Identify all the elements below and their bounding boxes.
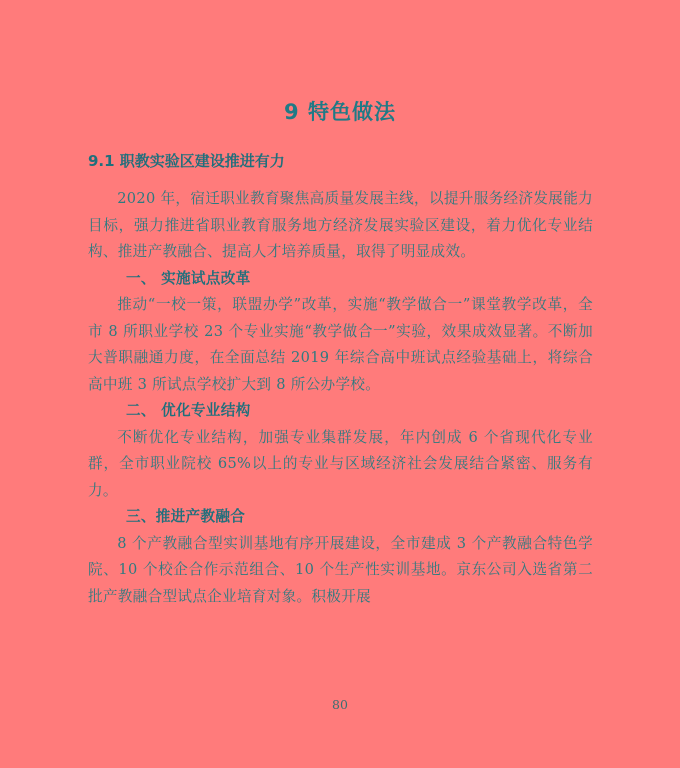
body-text: [88, 186, 593, 610]
subsection-heading-3: 三、推进产教融合: [125, 508, 246, 525]
subsection-paragraph-1: 推动“一校一策，联盟办学”改革，实施“教学做合一”课堂教学改革，全市 8 所职业学校 23 个专业实施“教学做合一”实验，效果成效显著。不断加大普职融通力度，在全面总结 2019 年综合高中班试点经验基础上，将综合高中班 3 所试点学校扩大到 8 所公办学校。: [88, 296, 593, 393]
intro-paragraph: 2020 年，宿迁职业教育聚焦高质量发展主线，以提升服务经济发展能力目标，强力推进省职业教育服务地方经济发展实验区建设，着力优化专业结构、推进产教融合、提高人才培养质量，取得了明显成效。: [88, 190, 593, 260]
subsection-heading-1: 一、 实施试点改革: [125, 269, 251, 287]
chapter-title: 9 特色做法: [284, 100, 396, 124]
subsection-paragraph-2: 不断优化专业结构，加强专业集群发展，年内创成 6 个省现代化专业群，全市职业院校 65%以上的专业与区域经济社会发展结合紧密、服务有力。: [88, 428, 593, 499]
section-heading: 9.1 职教实验区建设推进有力: [88, 152, 285, 170]
page-number: 80: [332, 697, 348, 712]
subsection-paragraph-3: 8 个产教融合型实训基地有序开展建设，全市建成 3 个产教融合特色学院、10 个校企合作示范组合、10 个生产性实训基地。京东公司入选省第二批产教融合型试点企业培育对象。积极开展: [88, 534, 593, 605]
subsection-heading-2: 二、 优化专业结构: [125, 402, 251, 419]
